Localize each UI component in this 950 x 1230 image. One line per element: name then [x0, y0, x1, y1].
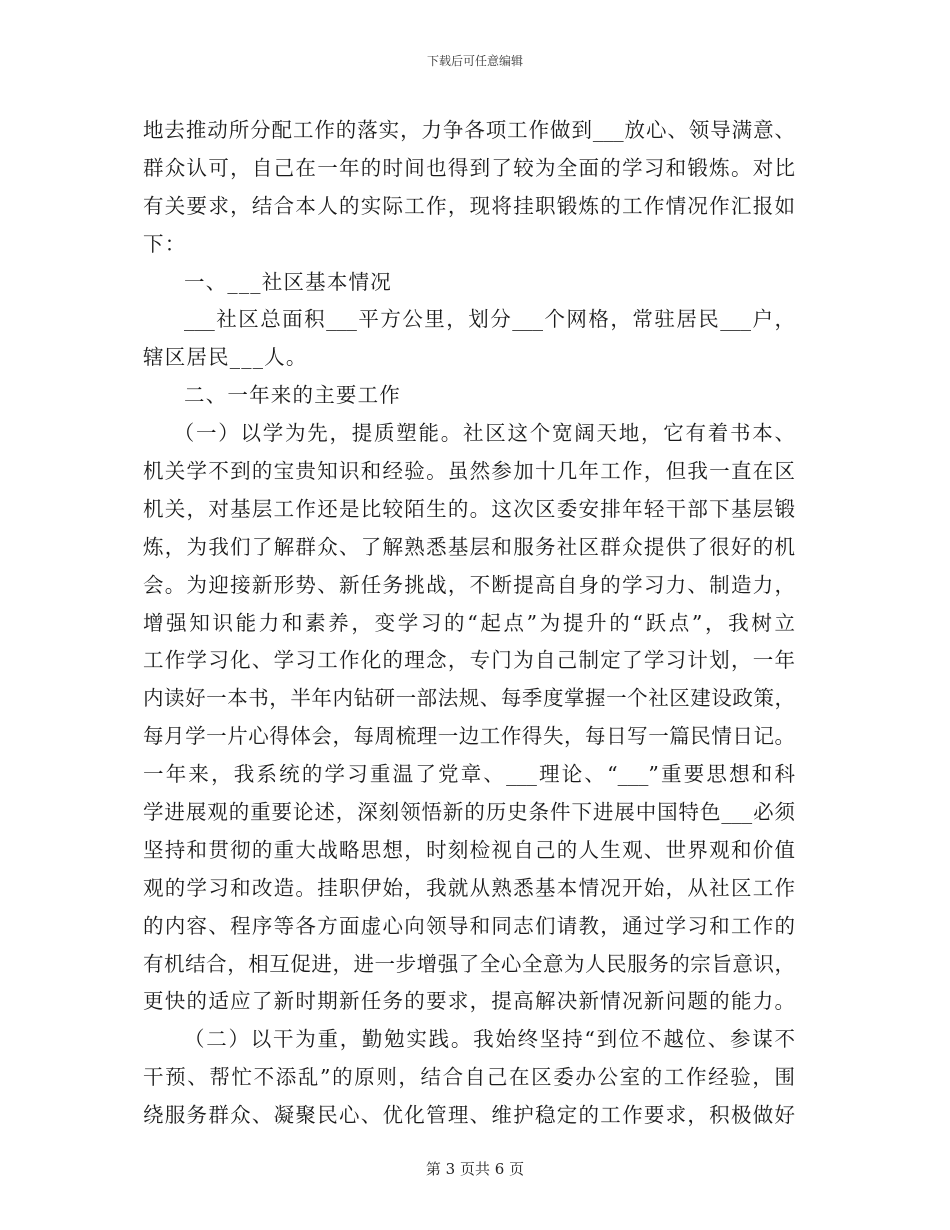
text-line: 干预、帮忙不添乱”的原则，结合自己在区委办公室的工作经验，围	[143, 1065, 795, 1090]
text-line: 辖区居民___人。	[143, 345, 308, 370]
text-line: 坚持和贯彻的重大战略思想，时刻检视自己的人生观、世界观和价值	[143, 837, 795, 862]
text-line: 有机结合，相互促进，进一步增强了全心全意为人民服务的宗旨意识，	[143, 951, 795, 976]
text-line: 机关，对基层工作还是比较陌生的。这次区委安排年轻干部下基层锻	[143, 496, 795, 521]
text-line: 的内容、程序等各方面虚心向领导和同志们请教，通过学习和工作的	[143, 913, 795, 938]
text-line: 增强知识能力和素养，变学习的“起点”为提升的“跃点”，我树立	[143, 610, 795, 635]
text-line: 机关学不到的宝贵知识和经验。虽然参加十几年工作，但我一直在区	[143, 459, 795, 484]
text-line: 炼，为我们了解群众、了解熟悉基层和服务社区群众提供了很好的机	[143, 534, 795, 559]
text-line: （二）以干为重，勤勉实践。我始终坚持“到位不越位、参谋不	[184, 1027, 795, 1052]
text-line: 群众认可，自己在一年的时间也得到了较为全面的学习和锻炼。对比	[143, 155, 795, 180]
document-body	[143, 112, 795, 1135]
text-line: （一）以学为先，提质塑能。社区这个宽阔天地，它有着书本、	[173, 421, 795, 446]
text-line: 观的学习和改造。挂职伊始，我就从熟悉基本情况开始，从社区工作	[143, 875, 795, 900]
text-line: 学进展观的重要论述，深刻领悟新的历史条件下进展中国特色___必须	[143, 800, 795, 825]
text-line: 内读好一本书，半年内钻研一部法规、每季度掌握一个社区建设政策，	[143, 686, 795, 711]
page-footer: 第 3 页共 6 页	[425, 1160, 525, 1178]
text-line: ___社区总面积___平方公里，划分___个网格，常驻居民___户，	[184, 307, 795, 332]
text-line: 工作学习化、学习工作化的理念，专门为自己制定了学习计划，一年	[143, 648, 795, 673]
text-line: 一、___社区基本情况	[184, 269, 392, 294]
text-line: 绕服务群众、凝聚民心、优化管理、维护稳定的工作要求，积极做好	[143, 1103, 795, 1128]
text-line: 一年来，我系统的学习重温了党章、___理论、“___”重要思想和科	[143, 762, 795, 787]
text-line: 有关要求，结合本人的实际工作，现将挂职锻炼的工作情况作汇报如	[143, 193, 795, 218]
text-line: 更快的适应了新时期新任务的要求，提高解决新情况新问题的能力。	[143, 989, 795, 1014]
text-line: 每月学一片心得体会，每周梳理一边工作得失，每日写一篇民情日记。	[143, 724, 795, 749]
text-line: 地去推动所分配工作的落实，力争各项工作做到___放心、领导满意、	[143, 118, 795, 142]
page-header: 下载后可任意编辑	[426, 54, 523, 68]
text-line: 会。为迎接新形势、新任务挑战，不断提高自身的学习力、制造力，	[143, 572, 795, 597]
text-line: 下：	[143, 231, 187, 256]
text-line: 二、一年来的主要工作	[184, 383, 401, 408]
